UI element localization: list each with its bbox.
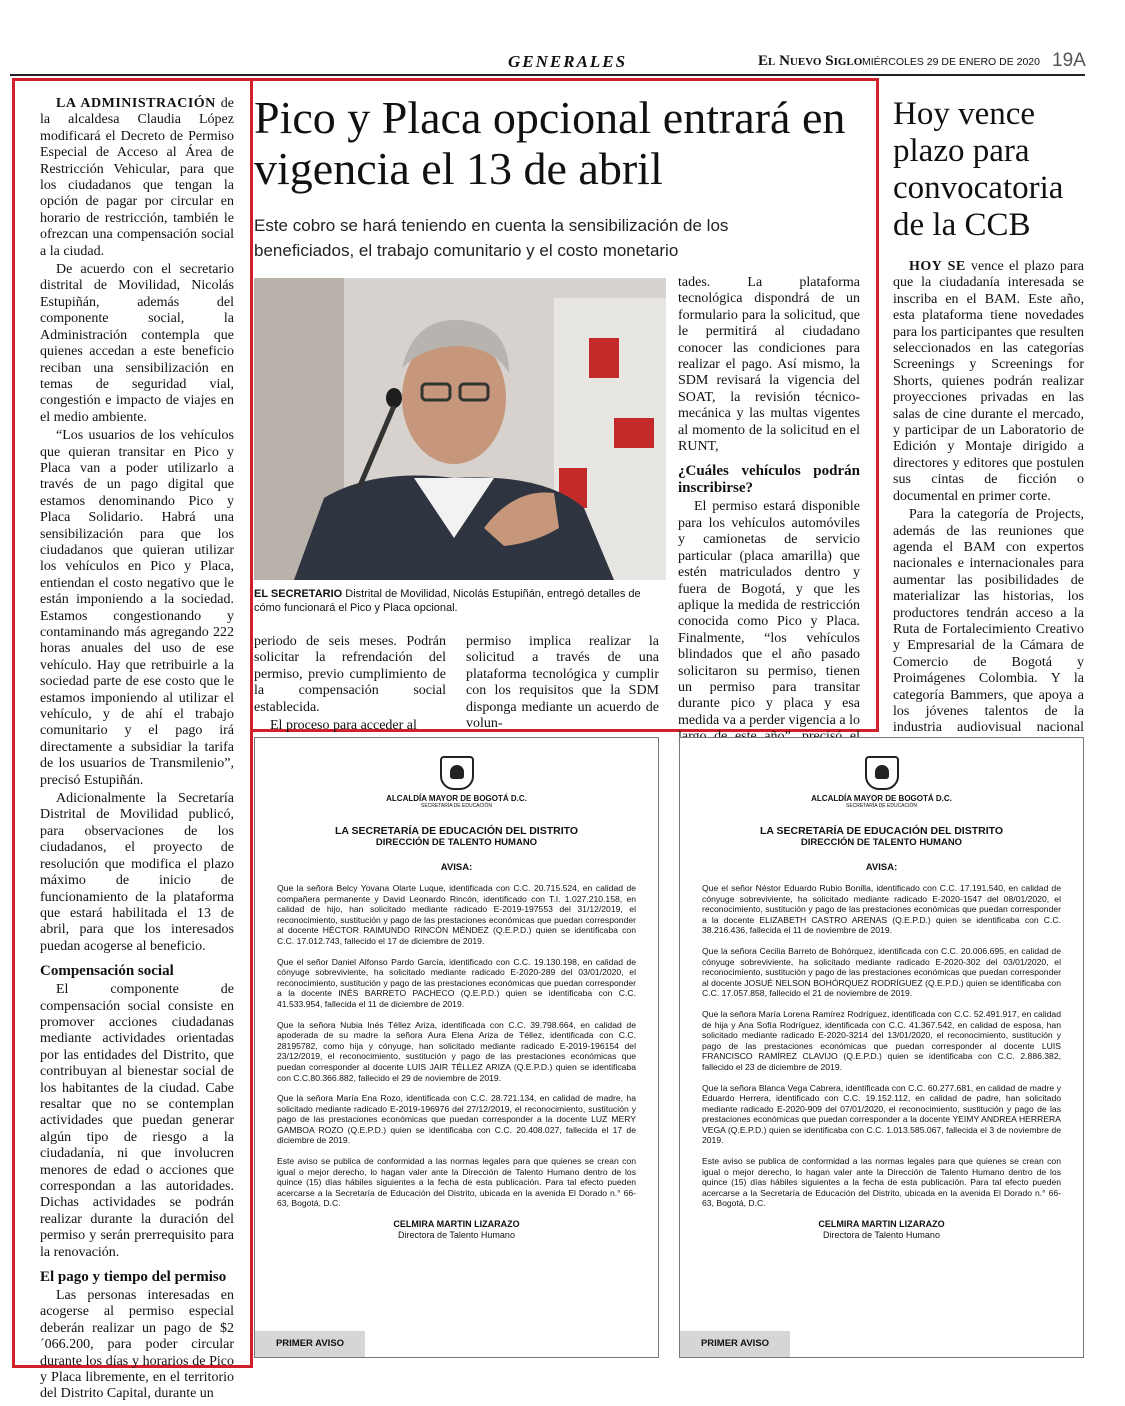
notice-subtitle: DIRECCIÓN DE TALENTO HUMANO [375, 837, 538, 848]
photo-caption [254, 587, 666, 615]
left-paragraph-2: De acuerdo con el secretario distrital de Movilidad, Nicolás Estupiñán, además del componente social, la Administración contempla que quienes accedan a este beneficio reciban una sensibilización en temas de seguridad vial, congestión e impacto de viajes en el medio ambiente. [40, 262, 234, 425]
notice-institution-sub: SECRETARÍA DE EDUCACIÓN [420, 803, 493, 809]
notice-tag: PRIMER AVISO [255, 1331, 365, 1357]
left-column [40, 96, 234, 1405]
left-paragraph-5: El componente de compensación social consiste en promover acciones ciudadanas mediante actividades orientadas por las entidades del Distrito, que contribuyan al bienestar social de los habitantes de la ciudad. Cabe resaltar que no se contemplan actividades que puedan generar algún tipo de riesgo a la ciudadanía, ni que involucren menores de edad o acciones que correspondan a las autoridades. Dichas actividades se podrán realizar durante la duración del permiso y serán prerrequisito para la renovación. [40, 982, 234, 1260]
issue-date: MIÉRCOLES 29 DE ENERO DE 2020 [862, 56, 1040, 68]
side-paragraph-1: vence el plazo para que la ciudadanía interesada se inscriba en el BAM. Este año, esta plataforma tiene novedades para los participantes que resulten seleccionados en las categorías Screenings y Screenings for Shorts, quienes podrán realizar proyecciones privadas en las salas de cine durante el mercado, y participar de un Laboratorio de Edición y Montaje dirigido a directores y editores que postulen sus cintas de ficción o documental en primer corte. [893, 259, 1085, 504]
notice-closing: Este aviso se publica de conformidad a las normas legales para que quienes se crean con igual o mejor derecho, lo hagan valer ante la Dirección de Talento Humano dentro de los quince (15) días hábiles siguientes a la fecha de esta publicación. Para tal efecto pueden acercarse a la Secretaría de Educación del Distrito, ubicada en la avenida El Dorado n.° 66-63, Bogotá, D.C. [702, 1156, 1061, 1209]
notice-institution: ALCALDÍA MAYOR DE BOGOTÁ D.C. [386, 794, 527, 803]
side-body [893, 259, 1084, 772]
left-paragraph-6: Las personas interesadas en acogerse al permiso especial deberán realizar un pago de $2´066.200, para poder circular durante los días y horarios de Pico y Placa libremente, en el territorio del Distrito Capital, durante un [40, 1288, 234, 1402]
left-lead-caps: LA ADMINISTRACIÓN [56, 96, 216, 111]
main-headline: Pico y Placa opcional entrará en vigencia el 13 de abril [254, 92, 846, 194]
left-paragraph-1: de la alcaldesa Claudia López modificará el Decreto de Permiso Especial de Acceso al Área de Restricción Vehicular, para que los ciudadanos que tengan la opción de pagar por circular en horario de restricción, también le ofrezcan una compensación social a la ciudad. [40, 96, 234, 259]
notice-institution: ALCALDÍA MAYOR DE BOGOTÁ D.C. [811, 794, 952, 803]
notice-left [254, 737, 659, 1358]
notice-signer: CELMIRA MARTIN LIZARAZO [393, 1219, 520, 1230]
main-col-b-text: permiso implica realizar la solicitud a través de una plataforma tecnológica y cumplir con los requisitos que la SDM disponga mediante un acuerdo de volun- [466, 634, 659, 732]
notice-right-item-1: Que el señor Néstor Eduardo Rubio Bonilla, identificado con C.C. 17.191.540, en calidad de cónyuge sobreviviente, ha solicitado mediante radicado E-2020-1547 del 08/01/2020, el reconocimiento, sustitución y pago de las prestaciones económicas que puedan corresponder a la docente ELIZABETH CASTRO ARENAS (Q.E.P.D.) quien se identificaba con C.C. 38.216.436, fallecida el 11 de noviembre de 2019. [702, 883, 1061, 936]
bogota-crest-icon [440, 756, 474, 790]
newspaper-name: El Nuevo Siglo [758, 53, 863, 69]
notice-subtitle: DIRECCIÓN DE TALENTO HUMANO [800, 837, 963, 848]
notice-tag: PRIMER AVISO [680, 1331, 790, 1357]
notice-avisa: AVISA: [440, 862, 473, 873]
page-number: 19A [1052, 50, 1086, 71]
notice-left-item-4: Que la señora María Ena Rozo, identificada con C.C. 28.721.134, en calidad de madre, ha solicitado mediante radicado E-2019-196976 del 27/12/2019, el reconocimiento, sustitución y pago de las prestaciones económicas que puedan corresponder a la docente LUZ MERY GAMBOA ROZO (Q.E.P.D.) quien se identificaba con C.C. 20.408.027, fallecida el 17 de diciembre de 2019. [277, 1093, 636, 1146]
side-headline: Hoy vence plazo para convocatoria de la CCB [893, 96, 1064, 243]
notice-right-item-4: Que la señora Blanca Vega Cabrera, identificada con C.C. 60.277.681, en calidad de madre y Eduardo Herrera, identificado con C.C. 19.152.112, en calidad de padre, han solicitado mediante radicado E-2020-909 del 07/01/2020, el reconocimiento, sustitución y pago de las prestaciones económicas que puedan corresponder a la docente YEIMY ANDREA HERRERA VEGA (Q.E.P.D.) quien se identificaba con C.C. 1.013.585.067, fallecida el 3 de noviembre de 2019. [702, 1082, 1061, 1146]
photo-caption-text: Distrital de Movilidad, Nicolás Estupiñán, entregó detalles de cómo funcionará el Pico y Placa opcional. [254, 588, 641, 614]
notice-avisa: AVISA: [865, 862, 898, 873]
section-label: GENERALES [508, 52, 628, 71]
secretary-photo [254, 278, 666, 580]
main-col-a-text: periodo de seis meses. Podrán solicitar la refrendación del permiso, previo cumplimiento de la compensación social establecida. [254, 634, 446, 715]
masthead [0, 48, 1125, 76]
notice-closing: Este aviso se publica de conformidad a las normas legales para que quienes se crean con igual o mejor derecho, lo hagan valer ante la Dirección de Talento Humano dentro de los quince (15) días hábiles siguientes a la fecha de esta publicación. Para tal efecto pueden acercarse a la Secretaría de Educación del Distrito, ubicada en la avenida El Dorado n.° 66-63, Bogotá, D.C. [277, 1156, 636, 1209]
side-paragraph-2: Para la categoría de Projects, además de las reuniones que agenda el BAM con expertos nacionales e internacionales para aumentar las posibilidades de materializar las historias, los productores tendrán acceso a la Ruta de Fortalecimiento Creativo y Empresarial de la Cámara de Comercio de Bogotá y Proimágenes Colombia. Y la categoría Bammers, que apoya a los jóvenes talentos de la industria audiovisual nacional [893, 507, 1084, 736]
left-paragraph-3: “Los usuarios de los vehículos que quieran transitar en Pico y Placa van a poder utilizarlo a través de un pago digital que estamos denominando Pico y Placa Solidario. Habrá una sensibilización para que los ciudadanos que quieran utilizar los vehículos en Pico y Placa, entiendan el costo negativo que le están imponiendo a la sociedad. Estamos congestionando y contaminando más agregando 222 horas anuales del uso de ese vehículo. Hay que retribuirle a la sociedad parte de ese costo que le estamos imponiendo al utilizar el vehículo, y de ahí el trabajo comunitario y el pago irá directamente a subsidiar la tarifa de los usuarios de Transmilenio”, precisó Estupiñán. [40, 428, 234, 788]
notice-right-item-3: Que la señora María Lorena Ramírez Rodríguez, identificada con C.C. 52.491.917, en calidad de hija y Ana Sofía Rodríguez, identificada con C.C. 41.367.542, en calidad de esposa, han solicitado mediante radicado E-2020-3214 del 13/01/2020, el reconocimiento, sustitución y pago de las prestaciones económicas que puedan corresponder al docente LUIS FRANCISCO RAMÍREZ CLAVIJO (Q.E.P.D.) quien se identificaba con C.C. 2.886.382, fallecido el 23 de diciembre de 2019. [702, 1008, 1061, 1072]
notice-signer-role: Directora de Talento Humano [823, 1230, 940, 1241]
notice-left-item-3: Que la señora Nubia Inés Téllez Ariza, identificada con C.C. 39.798.664, en calidad de apoderada de su madre la señora Aura Elena Ariza de Téllez, identificada con C.C. 28195782, como hija y cónyuge, han solicitado mediante radicado E-2019-196154 del 23/12/2019, el reconocimiento, sustitución y pago de las prestaciones económicas que puedan corresponder al docente LUIS JAIR TÉLLEZ ARIZA (Q.E.P.D.) quien se identificaba con C.C.80.366.882, fallecido el 29 de noviembre de 2019. [277, 1019, 636, 1083]
notice-left-item-1: Que la señora Belcy Yovana Olarte Luque, identificada con C.C. 20.715.524, en calidad de compañera permanente y David Leonardo Rincón, identificado con T.I. 1.027.210.158, en calidad de hijo, han solicitado mediante radicado E-2019-197553 del 31/12/2019, el reconocimiento, sustitución y pago de las prestaciones económicas que puedan corresponder al docente HÉCTOR RAIMUNDO RINCÓN MÉNDEZ (Q.E.P.D.) quien se identificaba con C.C. 17.012.743, fallecido el 17 de diciembre de 2019. [277, 883, 636, 946]
main-col-a-text-2: El proceso para acceder al [270, 718, 417, 734]
left-subhead-1: Compensación social [40, 963, 174, 980]
photo-caption-lead: EL SECRETARIO [254, 588, 343, 600]
notice-title: LA SECRETARÍA DE EDUCACIÓN DEL DISTRITO [759, 825, 1004, 837]
main-col-a [254, 634, 446, 736]
side-lead-caps: HOY SE [909, 259, 966, 274]
bogota-crest-icon [865, 756, 899, 790]
notice-right [679, 737, 1084, 1358]
photo-illustration [254, 278, 666, 580]
left-paragraph-4: Adicionalmente la Secretaría Distrital de Movilidad publicó, para observaciones de los ciudadanos, el proyecto de resolución que modifica el plazo máximo de inicio de funcionamiento de la plataforma que estará habilitada el 13 de abril, para que los interesados puedan acogerse al beneficio. [40, 791, 234, 954]
main-col-c-subhead: ¿Cuáles vehículos podrán inscribirse? [678, 463, 860, 497]
notice-signer: CELMIRA MARTIN LIZARAZO [818, 1219, 945, 1230]
notice-institution-sub: SECRETARÍA DE EDUCACIÓN [845, 803, 918, 809]
main-col-c-text-1: tades. La plataforma tecnológica dispondrá de un formulario para la solicitud, que le permitirá al ciudadano conocer las condiciones para realizar el pago. Así mismo, la SDM revisará la vigencia del SOAT, la revisión técnico-mecánica y las multas vigentes al momento de la solicitud en el RUNT, [678, 275, 860, 455]
notice-title: LA SECRETARÍA DE EDUCACIÓN DEL DISTRITO [334, 825, 579, 837]
masthead-rule [10, 74, 1085, 76]
notice-left-item-2: Que el señor Daniel Alfonso Pardo García, identificado con C.C. 19.130.198, en calidad de cónyuge sobreviviente, ha solicitado mediante radicado E-2020-289 del 03/01/2020, el reconocimiento, sustitución y pago de las prestaciones económicas que puedan corresponder a la docente INÉS BARRETO PACHECO (Q.E.P.D.) quien se identificaba con C.C. 41.533.954, fallecida el 11 de diciembre de 2019. [277, 956, 636, 1009]
notice-signer-role: Directora de Talento Humano [398, 1230, 515, 1241]
main-col-b [466, 634, 659, 734]
main-col-c [678, 275, 860, 764]
main-deck: Este cobro se hará teniendo en cuenta la sensibilización de los beneficiados, el trabajo comunitario y el costo monetario [254, 216, 729, 260]
notice-right-item-2: Que la señora Cecilia Barreto de Bohórquez, identificada con C.C. 20.006.695, en calidad de cónyuge sobreviviente, ha solicitado mediante radicado E-2020-302 del 03/01/2020, el reconocimiento, sustitución y pago de las prestaciones económicas que puedan corresponder al docente JOSUÉ NELSON BOHÓRQUEZ RODRÍGUEZ (Q.E.P.D.) quien se identificaba con C.C. 17.057.858, fallecido el 21 de noviembre de 2019. [702, 945, 1061, 999]
left-subhead-2: El pago y tiempo del permiso [40, 1269, 227, 1286]
main-col-c-text-2: El permiso estará disponible para los vehículos automóviles y camionetas de servicio particular (placa amarilla) que estén matriculados dentro y fuera de Bogotá, y que les aplique la medida de restricción conocida como Pico y Placa. Finalmente, “los vehículos blindados que el año pasado solicitaron su permiso, tienen un permiso para transitar durante pico y placa y esa medida va a perder vigencia a lo [678, 499, 860, 728]
